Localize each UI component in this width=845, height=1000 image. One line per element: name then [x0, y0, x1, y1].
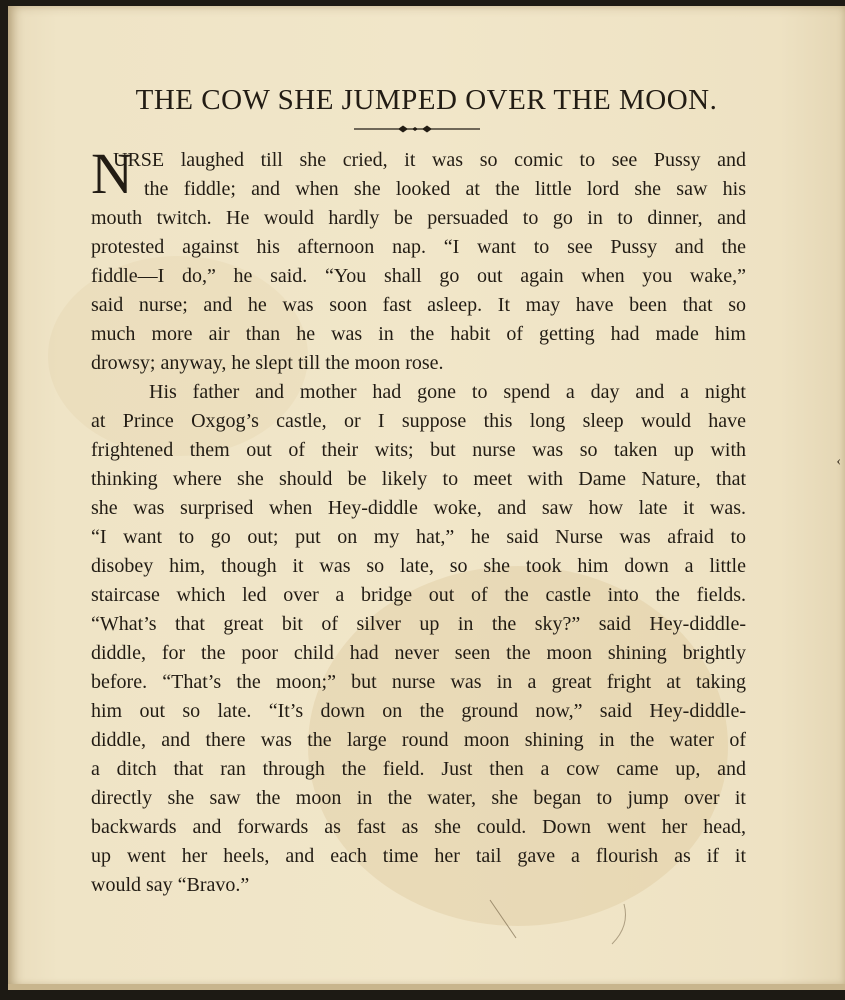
text-line: a ditch that ran through the field. Just then a cow came up, and [91, 758, 746, 780]
text-line: fiddle—I do,” he said. “You shall go out again when you wake,” [91, 265, 746, 287]
book-page [8, 6, 845, 990]
drop-cap: N [91, 141, 133, 206]
text-line: staircase which led over a bridge out of the castle into the fields. [91, 584, 746, 606]
text-line: URSE laughed till she cried, it was so comic to see Pussy and [113, 149, 746, 171]
text-line: His father and mother had gone to spend a day and a night [149, 381, 746, 403]
text-line: before. “That’s the moon;” but nurse was in a great fright at taking [91, 671, 746, 693]
text-line: protested against his afternoon nap. “I want to see Pussy and the [91, 236, 746, 258]
text-line: “I want to go out; put on my hat,” he said Nurse was afraid to [91, 526, 746, 548]
pencil-scribble [486, 896, 646, 956]
page-title: THE COW SHE JUMPED OVER THE MOON. [135, 84, 718, 116]
text-line: diddle, for the poor child had never seen the moon shining brightly [91, 642, 746, 664]
text-line: disobey him, though it was so late, so she took him down a little [91, 555, 746, 577]
text-line: much more air than he was in the habit of getting had made him [91, 323, 746, 345]
text-line: drowsy; anyway, he slept till the moon rose. [91, 352, 444, 374]
text-line: the fiddle; and when she looked at the little lord she saw his [144, 178, 746, 200]
text-line: she was surprised when Hey-diddle woke, and saw how late it was. [91, 497, 746, 519]
title-ornament [354, 125, 480, 133]
text-line: diddle, and there was the large round moon shining in the water of [91, 729, 746, 751]
text-line: backwards and forwards as fast as she could. Down went her head, [91, 816, 746, 838]
text-line: directly she saw the moon in the water, she began to jump over it [91, 787, 746, 809]
text-line: him out so late. “It’s down on the ground now,” said Hey-diddle- [91, 700, 746, 722]
text-line: said nurse; and he was soon fast asleep. It may have been that so [91, 294, 746, 316]
text-line: at Prince Oxgog’s castle, or I suppose this long sleep would have [91, 410, 746, 432]
margin-mark: ‹ [836, 454, 841, 469]
body-text [91, 141, 746, 900]
text-line: would say “Bravo.” [91, 874, 250, 896]
text-line: frightened them out of their wits; but nurse was so taken up with [91, 439, 746, 461]
text-line: up went her heels, and each time her tail gave a flourish as if it [91, 845, 746, 867]
text-line: mouth twitch. He would hardly be persuaded to go in to dinner, and [91, 207, 746, 229]
page-bottom-edge [8, 984, 845, 990]
text-line: thinking where she should be likely to meet with Dame Nature, that [91, 468, 746, 490]
first-paragraph-start [91, 141, 746, 206]
text-line: “What’s that great bit of silver up in the sky?” said Hey-diddle- [91, 613, 746, 635]
